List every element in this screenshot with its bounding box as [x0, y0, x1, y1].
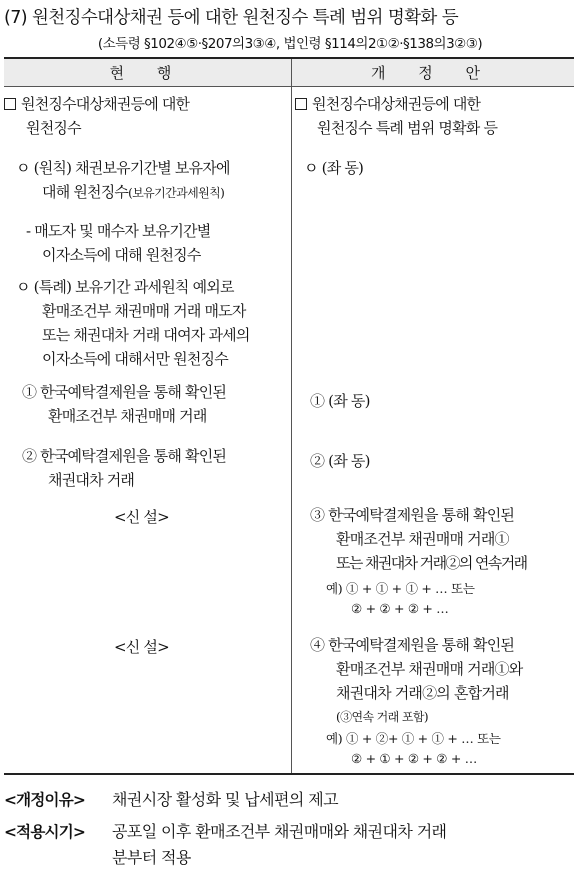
table-header: [4, 59, 574, 87]
current-principle-detail: - 매도자 및 매수자 보유기간별: [26, 222, 211, 240]
apply-text: 공포일 이후 환매조건부 채권매매와 채권대차 거래: [112, 822, 447, 841]
current-new-placeholder-2: <신 설>: [114, 638, 169, 656]
amended-item-4-l3: 채권대차 거래②의 혼합거래: [336, 684, 509, 702]
reason-label: <개정이유>: [4, 791, 86, 809]
comparison-table: [4, 57, 574, 775]
current-exception-l4: 이자소득에 대해서만 원천징수: [42, 350, 228, 368]
current-principle: ㅇ (원칙) 채권보유기간별 보유자에: [16, 159, 230, 177]
current-principle-detail-cont: 이자소득에 대해 원천징수: [42, 246, 201, 264]
amended-item-4-l2: 환매조건부 채권매매 거래①와: [336, 660, 523, 678]
amended-example-2-cont: ② + ① + ② + ② + …: [351, 751, 477, 766]
column-divider: [291, 59, 292, 773]
amended-item-4: ④ 한국예탁결제원을 통해 확인된: [310, 636, 515, 654]
amended-example-2: 예) ① + ②+ ① + ① + … 또는: [326, 731, 501, 746]
checkbox-square-icon: [4, 98, 16, 110]
current-item-1-cont: 환매조건부 채권매매 거래: [48, 407, 207, 425]
amended-item-title-cont: 원천징수 특례 범위 명확화 등: [317, 119, 498, 137]
section-title: (7) 원천징수대상채권 등에 대한 원천징수 특례 범위 명확화 등: [4, 8, 459, 28]
checkbox-square-icon: [295, 98, 307, 110]
principle-note: (보유기간과세원칙): [128, 186, 225, 200]
current-item-title-cont: 원천징수: [26, 119, 81, 137]
header-amendment: 개 정 안: [370, 64, 494, 82]
header-current: 현 행: [109, 64, 186, 82]
reason-text: 채권시장 활성화 및 납세편의 제고: [112, 790, 338, 809]
amended-item-title: 원천징수대상채권등에 대한: [295, 93, 480, 115]
current-item-2: ② 한국예탁결제원을 통해 확인된: [22, 447, 227, 465]
legal-reference: (소득령 §102④⑤·§207의3③④, 법인령 §114의2①②·§138의3②③): [97, 36, 483, 52]
amended-example-1-cont: ② + ② + ② + …: [351, 601, 449, 616]
current-exception-l2: 환매조건부 채권매매 거래 매도자: [42, 302, 246, 320]
amended-item-1: ① (좌 동): [310, 392, 370, 410]
current-exception: ㅇ (특례) 보유기간 과세원칙 예외로: [16, 278, 234, 296]
current-item-2-cont: 채권대차 거래: [48, 471, 135, 489]
apply-label: <적용시기>: [4, 823, 86, 841]
amended-principle: ㅇ (좌 동): [304, 159, 364, 177]
current-item-1: ① 한국예탁결제원을 통해 확인된: [22, 383, 227, 401]
amended-example-1: 예) ① + ① + ① + … 또는: [326, 581, 475, 596]
amended-item-3-l3: 또는 채권대차 거래②의 연속거래: [336, 554, 527, 572]
current-exception-l3: 또는 채권대차 거래 대여자 과세의: [42, 326, 250, 344]
amended-item-3-l2: 환매조건부 채권매매 거래①: [336, 530, 509, 548]
amended-item-3: ③ 한국예탁결제원을 통해 확인된: [310, 506, 515, 524]
current-new-placeholder-1: <신 설>: [114, 508, 169, 526]
apply-text-cont: 분부터 적용: [112, 848, 191, 867]
amended-item-4-note: (③연속 거래 포함): [336, 710, 428, 724]
current-item-title: 원천징수대상채권등에 대한: [4, 93, 189, 115]
current-principle-cont: 대해 원천징수(보유기간과세원칙): [42, 183, 225, 201]
amended-item-2: ② (좌 동): [310, 452, 370, 470]
